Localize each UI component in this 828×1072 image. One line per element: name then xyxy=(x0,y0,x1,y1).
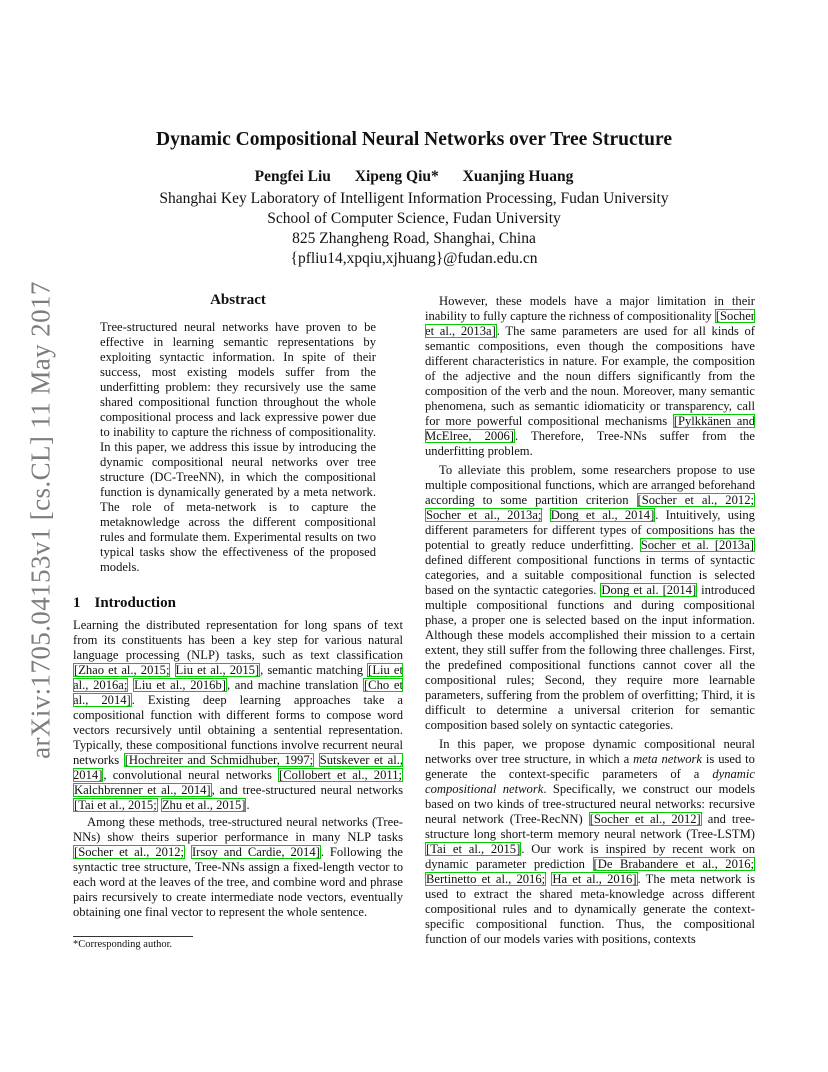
affiliation-line-2: School of Computer Science, Fudan University xyxy=(267,210,561,227)
citation-link[interactable]: Irsoy and Cardie, 2014] xyxy=(191,845,320,859)
author-1: Pengfei Liu xyxy=(254,168,331,185)
abstract-text: Tree-structured neural networks have proven to be effective in learning semantic representations by exploiting syntactic information. In spite of their success, most existing models suffer from the underfitting problem: they recursively use the same shared compositional function throughout the whole compositional process and lack expressive power due to inability to capture the richness of compositionality. In this paper, we address this issue by introducing the dynamic compositional neural networks over tree structure (DC-TreeNN), in which the compositional function is dynamically generated by a meta network. The role of meta-network is to capture the metaknowledge across the different compositional rules and formulate them. Experimental results on two typical tasks show the effectiveness of the proposed models. xyxy=(100,320,376,574)
citation-link[interactable]: [Cho et al., 2014] xyxy=(73,678,403,707)
intro-paragraph-5: In this paper, we propose dynamic compositional neural networks over tree structure, in which a meta network is used to generate the context-specific parameters of a dynamic compositional network. Specifically, we construct our models based on two kinds of tree-structured neural networks: recursive neural network (Tree-RecNN) [Socher et al., 2012] and tree-structure long short-term memory neural network (Tree-LSTM) [Tai et al., 2015]. Our work is inspired by recent work on dynamic parameter prediction [De Brabandere et al., 2016; Bertinetto et al., 2016; Ha et al., 2016]. The meta network is used to extract the shared meta-knowledge across different compositional rules and to dynamically generate the context-specific compositional function. Thus, the compositional function of our models varies with positions, contexts xyxy=(425,737,756,946)
right-column-body xyxy=(425,294,755,947)
section-number: 1 xyxy=(73,595,81,611)
citation-link[interactable]: Kalchbrenner et al., 2014] xyxy=(74,783,211,797)
author-2: Xipeng Qiu* xyxy=(354,168,439,185)
intro-paragraph-4: To alleviate this problem, some researchers propose to use multiple compositional functions, which are arranged beforehand according to some partition criterion [Socher et al., 2012; Socher et al., 2013a; Dong et al., 2014]. Intuitively, using different parameters for different types of compositions has the potential to greatly reduce underfitting. Socher et al. [2013a] defined different compositional functions in terms of syntactic categories, and a suitable compositional function is selected based on the syntactic categories. Dong et al. [2014] introduced multiple compositional functions and during compositional phase, a proper one is selected based on the input information. Although these models accomplished their mission to a certain extent, they still suffer from the following three challenges. First, the predefined compositional functions cannot cover all the compositional rules; Second, they require more learnable parameters, suffering from the problem of overfitting; Third, it is difficult to determine a universal criterion for semantic composition based solely on syntactic categories. xyxy=(425,463,755,732)
citation-link[interactable]: Zhu et al., 2015] xyxy=(161,798,246,812)
citation-link[interactable]: [Tai et al., 2015] xyxy=(426,842,521,856)
arxiv-stamp xyxy=(16,270,66,770)
citation-link[interactable]: Dong et al., 2014] xyxy=(550,508,655,522)
author-list xyxy=(100,168,728,186)
intro-paragraph-1: Learning the distributed representation for long spans of text from its constituents has been a key step for various natural language processing (NLP) tasks, such as text classification [Zhao et al., 2015; Liu et al., 2015], semantic matching [Liu et al., 2016a; Liu et al., 2016b], and machine translation [Cho et al., 2014]. Existing deep learning approaches take a compositional function with different forms to compose word vectors recursively until obtaining a sentential representation. Typically, these compositional functions involve recurrent neural networks [Hochreiter and Schmidhuber, 1997; Sutskever et al., 2014], convolutional neural networks [Collobert et al., 2011; Kalchbrenner et al., 2014], and tree-structured neural networks [Tai et al., 2015; Zhu et al., 2015]. xyxy=(73,618,403,812)
citation-link[interactable]: Dong et al. [2014] xyxy=(601,583,697,597)
citation-link[interactable]: Liu et al., 2016b] xyxy=(134,678,226,692)
citation-link[interactable]: [Collobert et al., 2011; xyxy=(279,768,402,782)
footnote-rule xyxy=(73,936,193,937)
abstract-heading: Abstract xyxy=(210,292,266,308)
footnote: *Corresponding author. xyxy=(73,939,173,950)
paper-title: Dynamic Compositional Neural Networks over Tree Structure xyxy=(156,129,672,150)
citation-link[interactable]: Ha et al., 2016] xyxy=(552,872,637,886)
citation-link[interactable]: [Socher et al., 2013a] xyxy=(425,309,755,338)
citation-link[interactable]: [Socher et al., 2012] xyxy=(589,812,701,826)
arxiv-stamp-text: arXiv:1705.04153v1 [cs.CL] 11 May 2017 xyxy=(25,281,56,759)
citation-link[interactable]: Socher et al., 2013a; xyxy=(426,508,542,522)
citation-link[interactable]: [Liu et al., 2016a; xyxy=(73,663,403,692)
citation-link[interactable]: Sutskever et al., 2014] xyxy=(73,753,403,782)
citation-link[interactable]: [Hochreiter and Schmidhuber, 1997; xyxy=(124,753,314,767)
section-heading-introduction xyxy=(73,595,176,612)
citation-link[interactable]: [Zhao et al., 2015; xyxy=(74,663,170,677)
affiliation-line-1: Shanghai Key Laboratory of Intelligent Information Processing, Fudan University xyxy=(159,190,669,207)
citation-link[interactable]: Socher et al. [2013a] xyxy=(640,538,754,552)
author-3: Xuanjing Huang xyxy=(462,168,574,185)
citation-link[interactable]: [Tai et al., 2015; xyxy=(74,798,157,812)
citation-link[interactable]: [De Brabandere et al., 2016; xyxy=(593,857,754,871)
citation-link[interactable]: [Socher et al., 2012; xyxy=(637,493,754,507)
citation-link[interactable]: [Socher et al., 2012; xyxy=(74,845,185,859)
author-emails: {pfliu14,xpqiu,xjhuang}@fudan.edu.cn xyxy=(290,250,538,267)
section-title: Introduction xyxy=(94,595,176,611)
affiliation-line-3: 825 Zhangheng Road, Shanghai, China xyxy=(292,230,536,247)
intro-paragraph-2: Among these methods, tree-structured neural networks (Tree-NNs) show theirs superior performance in many NLP tasks [Socher et al., 2012; Irsoy and Cardie, 2014]. Following the syntactic tree structure, Tree-NNs assign a fixed-length vector to each word at the leaves of the tree, and combine word and phrase pairs recursively to create intermediate node vectors, eventually obtaining one final vector to represent the whole sentence. xyxy=(73,815,403,919)
intro-paragraph-3: However, these models have a major limitation in their inability to fully capture the richness of compositionality [Socher et al., 2013a]. The same parameters are used for all kinds of semantic compositions, even though the compositions have different characteristics in nature. For example, the composition of the adjective and the noun differs significantly from the composition of the verb and the noun. Moreover, many semantic phenomena, such as semantic idiomaticity or transparency, call for more powerful compositional mechanisms [Pylkkänen and McElree, 2006]. Therefore, Tree-NNs suffer from the underfitting problem. xyxy=(425,294,756,458)
left-column-body xyxy=(73,618,403,920)
citation-link[interactable]: Liu et al., 2015] xyxy=(175,663,260,677)
citation-link[interactable]: Bertinetto et al., 2016; xyxy=(426,872,546,886)
citation-link[interactable]: [Pylkkänen and McElree, 2006] xyxy=(425,414,755,443)
